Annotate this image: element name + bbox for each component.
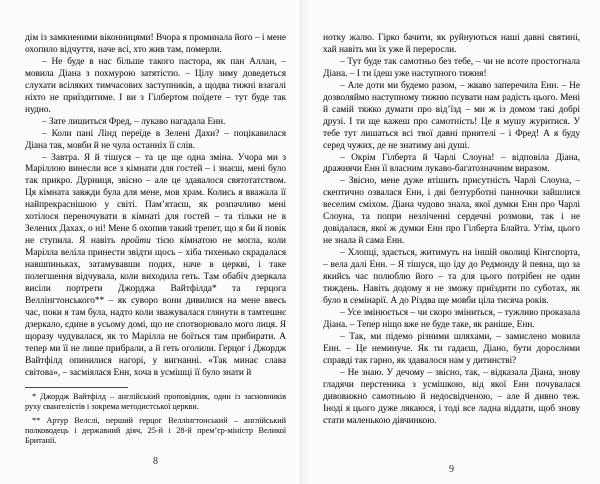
paragraph: – Тут буде так самотньо без тебе, – чи не всоте простогнала Діана. – І ти їдеш уже наступного тижня! [323, 56, 580, 79]
footnote: * Джордж Вайтфілд – англійський проповідник, один із засновників руху євангелістів і зокрема методистської церкви. [25, 392, 286, 411]
italic-word: пройти [120, 236, 151, 247]
paragraph: нотку жалю. Гірко бачити, як руйнуються наші давні святині, хай навіть ми їх уже й переросли. [323, 33, 580, 55]
right-page-text [323, 33, 580, 427]
paragraph-segment: – Завтра. Я й тішуся – та це ще одна зміна. Учора ми з Маріллою винесли все з кімнати для гостей – і знаєш, мені було так прикро. Дурниця, звісно – але це здавалося святотатством. Ця кімната завжди була для мене, мов храм. Колись я вважала її найпрекраснішою у світі. Пам’ятаєш, як розпачливо мені хотілося переночувати в кімнаті для гостей – та тільки не в Зелених Дахах, о ні! Мене б охопив такий трепет, що я би й повік не ступила. Я навіть [25, 152, 286, 247]
footnote: ** Артур Велслі, перший герцог Веллінгтонський – англійський полководець і державний діяч, 25-й і 28-й прем’єр-міністр Великої Британії. [25, 415, 286, 445]
paragraph: – Коли пані Лінд переїде в Зелені Дахи? – поцікавилася Діана так, мовби й не чула останніх її слів. [25, 128, 286, 151]
paragraph: – Звісно, мене дуже втішить присутність Чарлі Слоуна, – скептично озвалася Енн, і дві безтурботні панночки зайшлися веселим сміхом. Діана чудово знала, якої думки Енн про Чарлі Слоуна, та попри незліченні сердечні розмови, так і не довідалася, якої ж думки Енн про Гілберта Блайта. Утім, цього не знала й сама Енн. [323, 176, 580, 247]
paragraph-segment: тією кімнатою не могла, коли Марілла веліла принести звідти щось – хіба тихенько скрадалася навшпиньках, затамувавши подих, наче в церкві, і таке полегшення відчувала, коли виходила геть. Там обабіч дзеркала висіли портрети Джорджа Вайтфілда* та герцога Веллінгтонського** – як суворо вони дивилися на мене ввесь час, поки я там була, надто коли зважувалася глянути в тамтешнє дзеркало, єдине в усьому домі, що не спотворювало мого лиця. Я щоразу чудувалася, як то Марілла не боїться там прибирати. А тепер ми її не лише прибрали, а й геть оголили. Герцог і Джордж Вайтфілд опинилися нагорі, у вигнанні. «Так минає слава світова», – засміялася Енн, хоча в усмішці її було знати й [25, 236, 286, 378]
paragraph [25, 153, 286, 380]
page-number: 9 [449, 464, 454, 475]
paragraph: – Але доти ми будемо разом, – жваво заперечила Енн. – Не дозволяймо наступному тижню псувати нам радість цього. Мені й самій тяжко думати про від’їзд – ми ж із домом такі добрі друзі. І ти ще кажеш про самотність! Це я мушу журитися. У тебе тут лишаться всі твої давні приятелі – і Фред! А я буду серед чужих, де не знатиму ані душі. [323, 80, 580, 151]
page-number: 8 [153, 456, 158, 467]
paragraph: – Так, ми підемо різними шляхами, – замислено мовила Енн. – Це неминуче. Як ти гадаєш, Діано, бути дорослими справді так гарно, як здавалося нам у дитинстві? [323, 331, 580, 366]
left-page [25, 33, 286, 481]
page-seam [299, 0, 308, 484]
paragraph: дім із замкненими віконницями! Вчора я проминала його – і мене охопило відчуття, наче всі, хто жив там, померли. [25, 33, 286, 55]
footnote-separator [25, 387, 128, 388]
footnotes-block [25, 387, 286, 450]
left-page-text [25, 33, 286, 380]
paragraph: – Хлопці, здається, житимуть на іншій околиці Кінгспорта, – вела далі Енн. – Я тішуся, що їду до Редмонду й певна, що за якийсь час полюблю його – та для цього потрібен не один тиждень. Навіть додому я не зможу приїздити по суботах, як було в семінарії. А до Різдва ще мовби ціла тисяча років. [323, 248, 580, 306]
paragraph: – Не знаю. У дечому – звісно, так, – відказала Діана, знову гладячи перстеника з усмішкою, від якої Енн почувалася дивовижно самотньою й недосвідченою, – але й дивно теж. Іноді я цього дуже лякаюся, і тоді все ладна віддати, щоб знову стати маленькою дівчинкою. [323, 367, 580, 426]
paragraph: – Усе змінюється – чи скоро зміниться, – тужливо проказала Діана. – Тепер ніщо вже не буде таке, як раніше, Енн. [323, 307, 580, 330]
paragraph: – Зате лишиться Фред, – лукаво нагадала Енн. [42, 116, 226, 127]
paragraph: – Не буде в нас більше такого пастора, як пан Аллан, – мовила Діана з похмурою затятістю. – Цілу зиму доведеться слухати всіляких тимчасових заступників, а щодва тижні взагалі ніхто не приїздитиме. І ви з Гілбертом поїдете – тут буде так нудно. [25, 56, 286, 115]
right-page [323, 33, 580, 481]
paragraph: – Окрім Гілберта й Чарлі Слоуна! – відповіла Діана, дражнячи Енн її власним лукаво-багатозначним виразом. [323, 152, 580, 175]
